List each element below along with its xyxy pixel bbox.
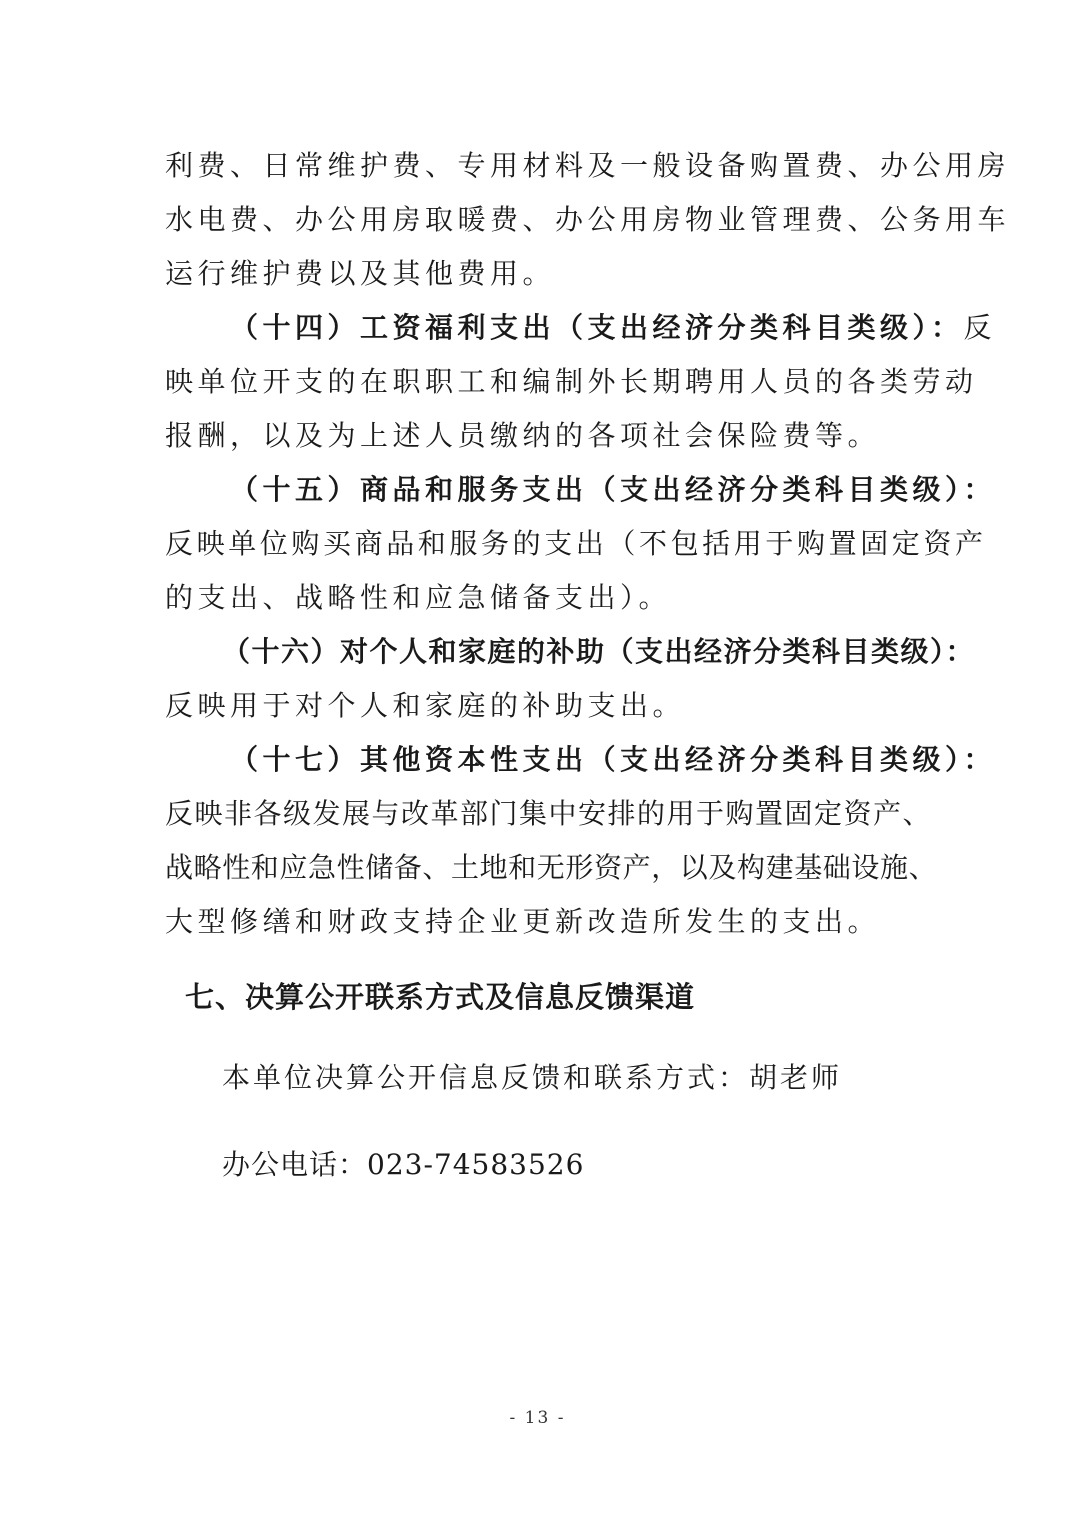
paragraph-line: 水电费、办公用房取暖费、办公用房物业管理费、公务用车 xyxy=(165,203,1011,236)
contact-line: 本单位决算公开信息反馈和联系方式：胡老师 xyxy=(222,1061,843,1094)
phone-line: 办公电话：023-74583526 xyxy=(222,1148,585,1181)
paragraph-line: 映单位开支的在职职工和编制外长期聘用人员的各类劳动 xyxy=(165,365,978,398)
section-15-title: （十五）商品和服务支出（支出经济分类科目类级）： xyxy=(230,473,997,506)
paragraph-line: 大型修缮和财政支持企业更新改造所发生的支出。 xyxy=(165,905,881,938)
page-number: - 13 - xyxy=(509,1408,566,1428)
paragraph-line: 的支出、战略性和应急储备支出）。 xyxy=(165,581,672,614)
paragraph-line: 战略性和应急性储备、土地和无形资产，以及构建基础设施、 xyxy=(165,851,938,884)
section-7-heading: 七、决算公开联系方式及信息反馈渠道 xyxy=(185,980,696,1014)
section-16-title: （十六）对个人和家庭的补助（支出经济分类科目类级）： xyxy=(222,635,976,668)
paragraph-line: 反映非各级发展与改革部门集中安排的用于购置固定资产、 xyxy=(165,797,933,830)
paragraph-line: 运行维护费以及其他费用。 xyxy=(165,257,556,290)
section-14-first-line xyxy=(230,308,997,348)
paragraph-line: 利费、日常维护费、专用材料及一般设备购置费、办公用房 xyxy=(165,149,1011,182)
paragraph-line: 报酬，以及为上述人员缴纳的各项社会保险费等。 xyxy=(165,419,881,452)
section-14-lead-text: 反 xyxy=(963,311,997,344)
section-14-title: （十四）工资福利支出（支出经济分类科目类级）： xyxy=(230,311,964,344)
section-17-title: （十七）其他资本性支出（支出经济分类科目类级）： xyxy=(230,743,997,776)
paragraph-line: 反映单位购买商品和服务的支出（不包括用于购置固定资产 xyxy=(165,527,987,560)
paragraph-line: 反映用于对个人和家庭的补助支出。 xyxy=(165,689,686,722)
